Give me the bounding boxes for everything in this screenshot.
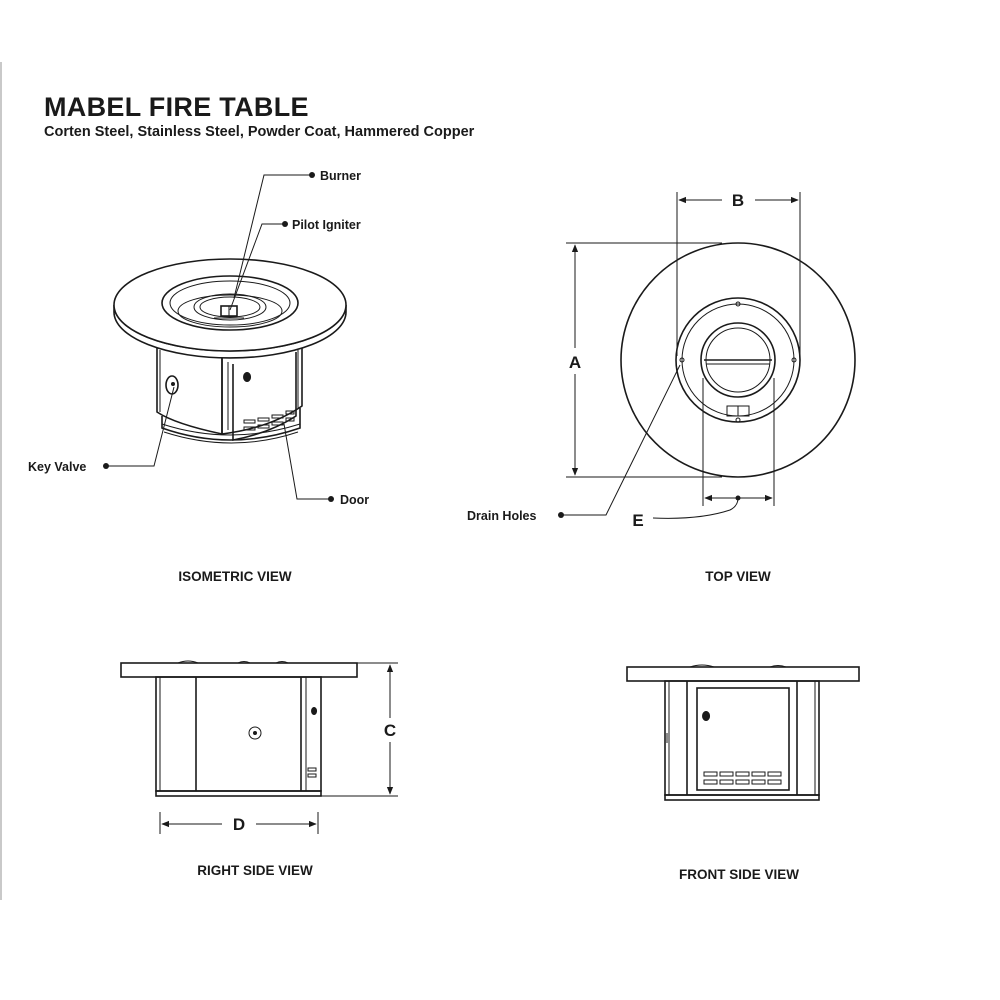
isometric-view-caption: ISOMETRIC VIEW [178,569,292,584]
key-valve-callout: Key Valve [28,460,87,474]
top-view-caption: TOP VIEW [705,569,771,584]
dimension-e-label: E [632,511,644,530]
page-title: MABEL FIRE TABLE [44,92,309,122]
iso-key-valve [166,376,178,394]
pilot-igniter-callout: Pilot Igniter [292,218,361,232]
iso-door [233,352,296,440]
dimension-a-label: A [568,353,582,372]
dimension-b-label: B [731,191,745,210]
front-table-top [627,667,859,681]
iso-table-top [114,259,346,358]
front-door-latch [702,711,710,721]
door-callout: Door [340,493,370,507]
iso-body [157,345,302,440]
right-table-top [121,663,357,677]
top-view [467,191,855,584]
front-side-view [627,665,859,882]
iso-door-vents [244,411,294,430]
dimension-c-label: C [383,721,397,740]
drain-holes-callout: Drain Holes [467,509,537,523]
front-door-vents [704,772,781,784]
front-door [697,688,789,790]
right-door-latch [311,707,317,715]
right-side-view-caption: RIGHT SIDE VIEW [197,863,313,878]
right-side-view [121,661,398,878]
iso-door-latch [243,372,251,382]
page-subtitle: Corten Steel, Stainless Steel, Powder Coat, Hammered Copper [44,124,475,140]
dimension-d-label: D [232,815,246,834]
isometric-view [28,169,369,584]
burner-callout: Burner [320,169,361,183]
front-side-view-caption: FRONT SIDE VIEW [678,867,800,882]
